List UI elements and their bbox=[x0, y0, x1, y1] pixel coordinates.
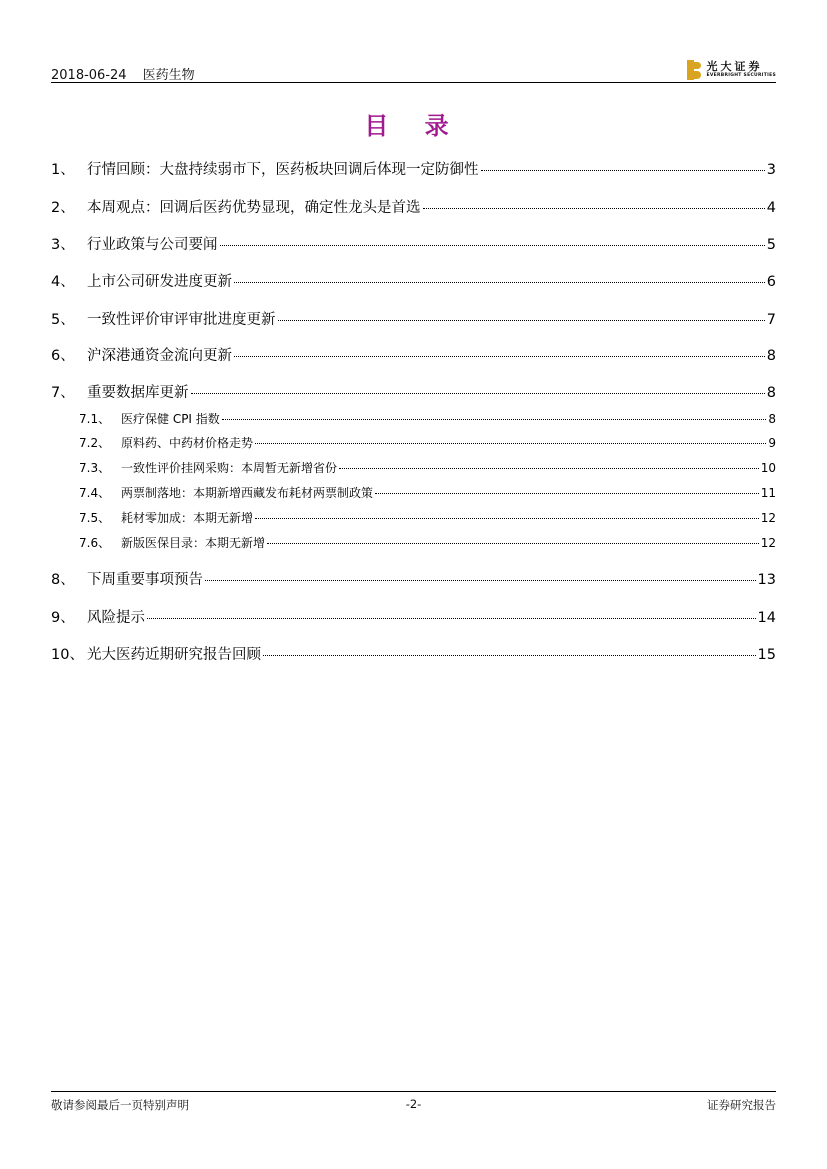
toc-dot-leader bbox=[375, 493, 759, 494]
toc-entry-title: 下周重要事项预告 bbox=[87, 572, 203, 588]
toc-entry-number: 4、 bbox=[51, 274, 75, 290]
toc-entry-number: 7.6、 bbox=[79, 536, 111, 550]
toc-title: 目 录 bbox=[364, 111, 463, 140]
toc-dot-leader bbox=[255, 443, 766, 444]
toc-entry[interactable] bbox=[51, 233, 776, 254]
toc-dot-leader bbox=[263, 655, 756, 656]
logo-mark-icon bbox=[687, 60, 701, 80]
footer-divider bbox=[51, 1091, 776, 1092]
toc-dot-leader bbox=[234, 356, 765, 357]
footer-disclaimer: 敬请参阅最后一页特别声明 bbox=[51, 1098, 189, 1112]
toc-entry[interactable] bbox=[79, 484, 776, 501]
toc-dot-leader bbox=[255, 518, 759, 519]
toc-entry-title: 本周观点：回调后医药优势显现，确定性龙头是首选 bbox=[87, 200, 421, 216]
toc-entry-page: 12 bbox=[760, 511, 776, 525]
report-date: 2018-06-24 bbox=[51, 68, 127, 83]
toc-dot-leader bbox=[205, 580, 756, 581]
toc-entry[interactable] bbox=[51, 606, 776, 627]
logo-name-cn: 光大证券 bbox=[706, 60, 763, 74]
report-category: 医药生物 bbox=[142, 68, 195, 83]
toc-entry-title: 两票制落地：本期新增西藏发布耗材两票制政策 bbox=[121, 486, 374, 500]
toc-entry-page: 5 bbox=[766, 237, 776, 253]
toc-entry-number: 10、 bbox=[51, 647, 84, 663]
toc-entry-number: 7.2、 bbox=[79, 436, 111, 450]
footer-report-type: 证券研究报告 bbox=[707, 1098, 776, 1112]
header-divider bbox=[51, 82, 776, 83]
toc-entry[interactable] bbox=[51, 308, 776, 329]
toc-entry-page: 9 bbox=[768, 436, 776, 450]
toc-entry-page: 3 bbox=[766, 162, 776, 178]
toc-entry[interactable] bbox=[51, 196, 776, 217]
toc-entry[interactable] bbox=[51, 643, 776, 664]
toc-entry-number: 2、 bbox=[51, 200, 75, 216]
toc-entry-title: 耗材零加成：本期无新增 bbox=[121, 511, 254, 525]
company-logo bbox=[687, 60, 776, 80]
toc-entry-title: 一致性评价挂网采购：本周暂无新增省份 bbox=[121, 461, 338, 475]
toc-entry-page: 15 bbox=[757, 647, 776, 663]
toc-entry-title: 行情回顾：大盘持续弱市下，医药板块回调后体现一定防御性 bbox=[87, 162, 479, 178]
toc-entry-title: 沪深港通资金流向更新 bbox=[87, 348, 232, 364]
page-header bbox=[51, 60, 776, 82]
header-text bbox=[51, 64, 195, 83]
toc-entry-page: 8 bbox=[766, 348, 776, 364]
toc-entry-page: 14 bbox=[757, 610, 776, 626]
toc-entry-number: 7.3、 bbox=[79, 461, 111, 475]
toc-dot-leader bbox=[267, 543, 759, 544]
toc-entry-number: 7、 bbox=[51, 385, 75, 401]
toc-entry-number: 1、 bbox=[51, 162, 75, 178]
toc-entry[interactable] bbox=[79, 459, 776, 476]
toc-entry-title: 行业政策与公司要闻 bbox=[87, 237, 218, 253]
toc-entry-number: 3、 bbox=[51, 237, 75, 253]
toc-entry[interactable] bbox=[79, 434, 776, 451]
toc-entry[interactable] bbox=[79, 534, 776, 551]
toc-entry-title: 重要数据库更新 bbox=[87, 385, 189, 401]
toc-entry-title: 新版医保目录：本期无新增 bbox=[121, 536, 266, 550]
toc-dot-leader bbox=[339, 468, 759, 469]
toc-entry-page: 8 bbox=[766, 385, 776, 401]
logo-name-en: EVERBRIGHT SECURITIES bbox=[706, 73, 776, 79]
toc-entry-page: 10 bbox=[760, 461, 776, 475]
toc-dot-leader bbox=[147, 618, 756, 619]
toc-entry[interactable] bbox=[79, 509, 776, 526]
toc-entry[interactable] bbox=[79, 410, 776, 427]
toc-entry[interactable] bbox=[51, 270, 776, 291]
toc-entry[interactable] bbox=[51, 381, 776, 402]
toc-entry-title: 医疗保健 CPI 指数 bbox=[121, 412, 220, 426]
toc-entry-page: 8 bbox=[768, 412, 776, 426]
toc-entry-number: 7.1、 bbox=[79, 412, 111, 426]
toc-entry-number: 7.4、 bbox=[79, 486, 111, 500]
toc-dot-leader bbox=[220, 245, 765, 246]
toc-entry[interactable] bbox=[51, 158, 776, 179]
toc-dot-leader bbox=[423, 208, 765, 209]
toc-entry-page: 6 bbox=[766, 274, 776, 290]
toc-entry[interactable] bbox=[51, 344, 776, 365]
toc-entry-title: 上市公司研发进度更新 bbox=[87, 274, 232, 290]
toc-entry-number: 7.5、 bbox=[79, 511, 111, 525]
toc-dot-leader bbox=[278, 320, 765, 321]
toc-dot-leader bbox=[234, 282, 765, 283]
toc-entry-title: 光大医药近期研究报告回顾 bbox=[87, 647, 261, 663]
toc-dot-leader bbox=[222, 419, 767, 420]
toc-entry-number: 8、 bbox=[51, 572, 75, 588]
footer-page-number: -2- bbox=[405, 1097, 422, 1111]
toc-entry-page: 7 bbox=[766, 312, 776, 328]
toc-entry-title: 风险提示 bbox=[87, 610, 145, 626]
toc-entry-page: 4 bbox=[766, 200, 776, 216]
toc-entry-number: 6、 bbox=[51, 348, 75, 364]
toc-entry-page: 12 bbox=[760, 536, 776, 550]
toc-entry-title: 一致性评价审评审批进度更新 bbox=[87, 312, 276, 328]
toc-dot-leader bbox=[481, 170, 765, 171]
toc-entry[interactable] bbox=[51, 568, 776, 589]
toc-entry-number: 5、 bbox=[51, 312, 75, 328]
toc-entry-number: 9、 bbox=[51, 610, 75, 626]
toc-dot-leader bbox=[191, 393, 765, 394]
toc-entry-page: 11 bbox=[760, 486, 776, 500]
toc-entry-page: 13 bbox=[757, 572, 776, 588]
toc-entry-title: 原料药、中药材价格走势 bbox=[121, 436, 254, 450]
